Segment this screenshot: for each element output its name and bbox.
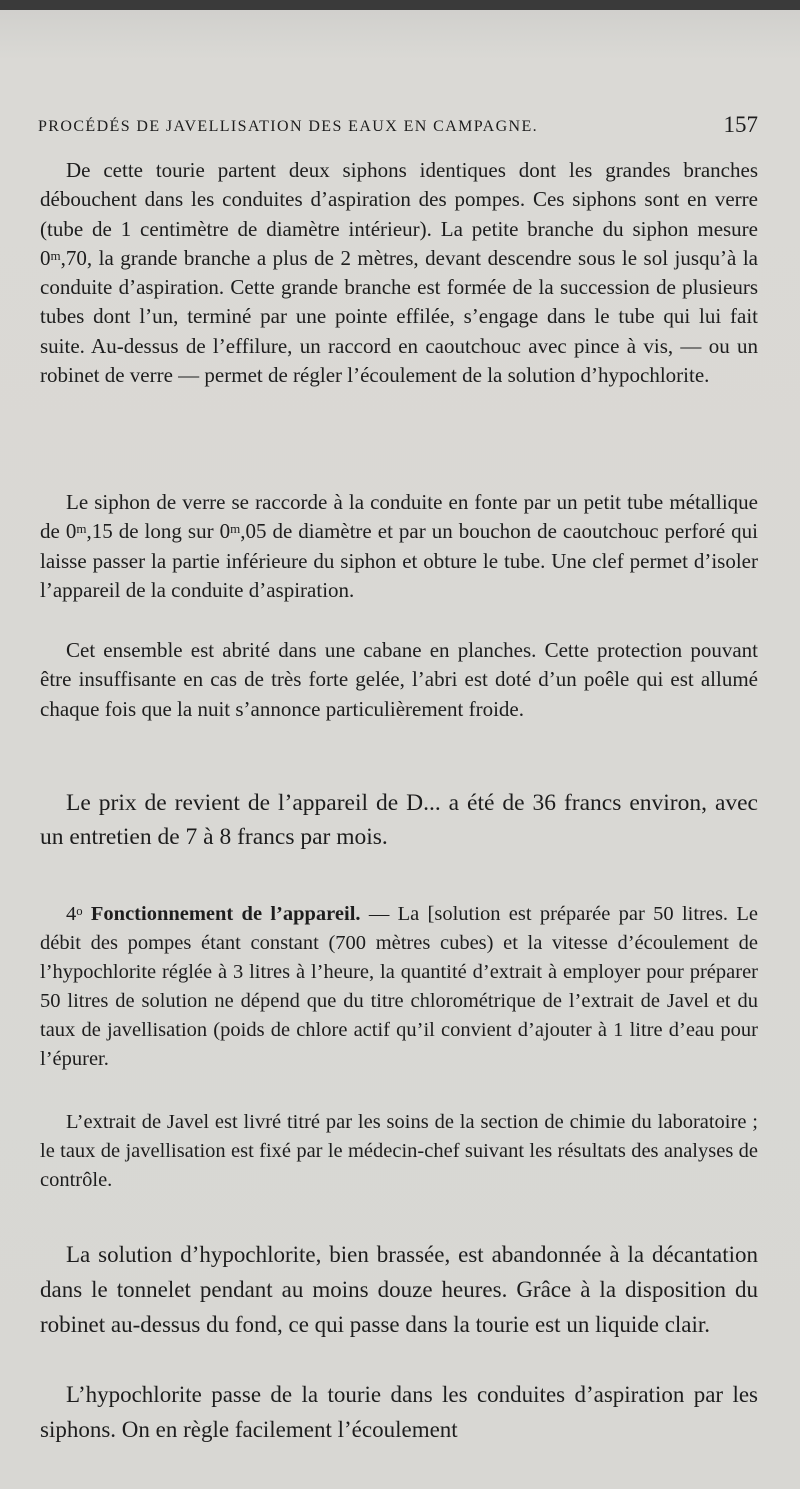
ordinal-superscript: o [76, 904, 83, 918]
section-number: 4 [66, 903, 77, 925]
section-heading: Fonctionnement de l’appareil. [82, 903, 361, 925]
paragraph-text: De cette tourie partent deux siphons identiques dont les grandes branches débouchent dans les conduites d’aspiration des pompes. Ces siphons sont en verre (tube de 1 centimètre de diamètre intérieur). La petite branche du siphon mesure 0 [40, 158, 758, 270]
paragraph-raccord [40, 488, 758, 605]
paragraph-text: ,05 de diamètre et par un bouchon de caoutchouc perforé qui laisse passer la partie inférieure du siphon et obture le tube. Une clef permet d’isoler l’appareil de la conduite d’aspiration. [40, 519, 759, 602]
paragraph-text: ,15 de long sur 0 [86, 519, 231, 544]
paragraph-hypochlorite: L’hypochlorite passe de la tourie dans les conduites d’aspiration par les siphons. On en règle facilement l’écoulement [40, 1382, 758, 1442]
paragraph-siphons [40, 156, 758, 390]
paragraph-text: — La [solution est préparée par 50 litres. Le débit des pompes étant constant (700 mètres cubes) et la vitesse d’écoulement de l’hypochlorite réglée à 3 litres à l’heure, la quantité d’extrait à employer pour préparer 50 litres de solution ne dépend que du titre chlorométrique de l’extrait de Javel et du taux de javellisation (poids de chlore actif qu’il convient d’ajouter à 1 litre d’eau pour l’épurer. [40, 903, 758, 1070]
unit-superscript: m [230, 521, 241, 537]
paragraph-extrait: L’extrait de Javel est livré titré par les soins de la section de chimie du laboratoire ; le taux de javellisation est fixé par le médecin-chef suivant les résultats des analyses de contrôle. [40, 1111, 758, 1191]
paragraph-text: ,70, la grande branche a plus de 2 mètres, devant descendre sous le sol jusqu’à la conduite d’aspiration. Cette grande branche est formée de la succession de plusieurs tubes dont l’un, terminé par une pointe effilée, s’engage dans le tube qui lui fait suite. Au-dessus de l’effilure, un raccord en caoutchouc avec pince à vis, — ou un robinet de verre — permet de régler l’écoulement de la solution d’hypochlorite. [40, 245, 758, 388]
paragraph-text: Le siphon de verre se raccorde à la conduite en fonte par un petit tube métallique de 0 [40, 490, 758, 544]
running-title: PROCÉDÉS DE JAVELLISATION DES EAUX EN CAMPAGNE. [38, 118, 539, 135]
scan-edge [0, 0, 800, 10]
unit-superscript: m [76, 521, 87, 537]
paragraph-cabane: Cet ensemble est abrité dans une cabane en planches. Cette protection pouvant être insuffisante en cas de très forte gelée, l’abri est doté d’un poêle qui est allumé chaque fois que la nuit s’annonce particulièrement froide. [40, 638, 758, 721]
paragraph-fonctionnement [40, 900, 758, 1074]
paragraph-decantation: La solution d’hypochlorite, bien brassée, est abandonnée à la décantation dans le tonnelet pendant au moins douze heures. Grâce à la disposition du robinet au-dessus du fond, ce qui passe dans la tourie est un liquide clair. [40, 1242, 758, 1337]
paragraph-prix: Le prix de revient de l’appareil de D... a été de 36 francs environ, avec un entretien de 7 à 8 francs par mois. [40, 790, 758, 850]
running-header [38, 112, 758, 137]
page-number: 157 [723, 112, 758, 137]
unit-superscript: m [50, 247, 61, 263]
